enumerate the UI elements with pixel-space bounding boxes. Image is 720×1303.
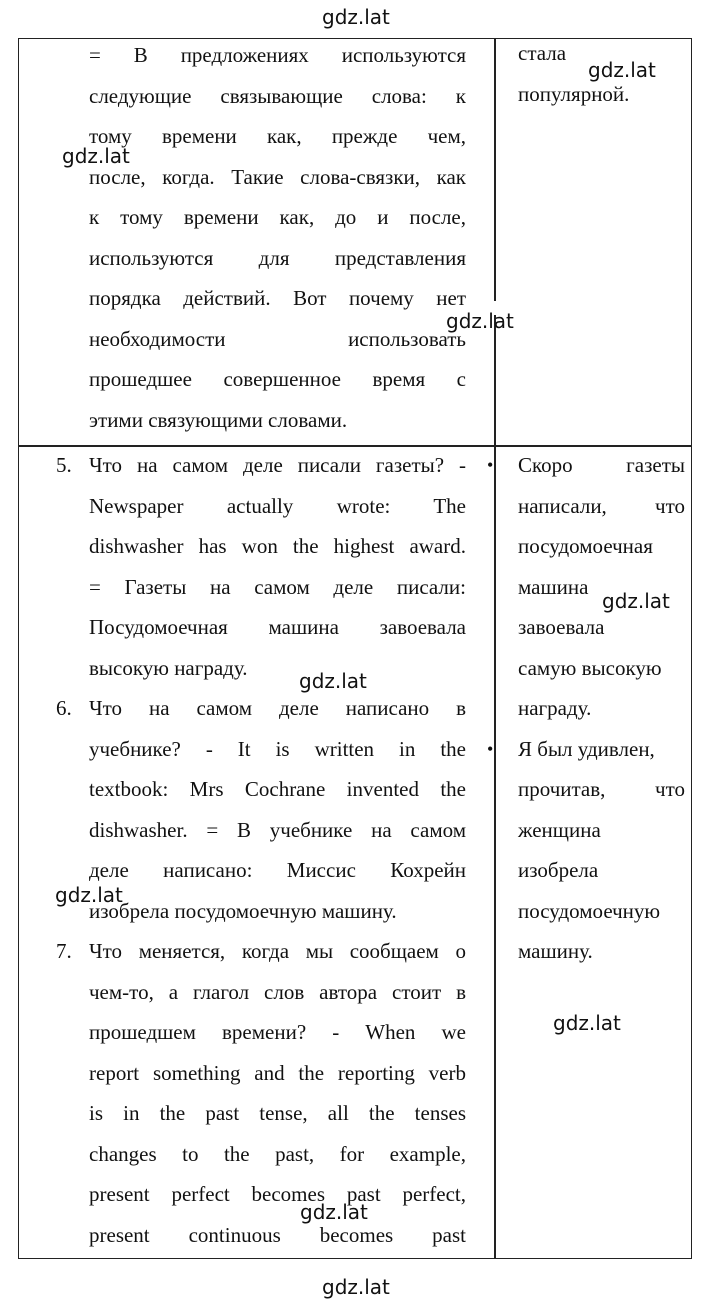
text-line: посудомоечная <box>518 534 653 558</box>
text-line: is in the past tense, all the tenses <box>89 1101 466 1125</box>
list-item-6 <box>56 688 466 931</box>
text-line: самую высокую <box>518 655 662 680</box>
text-line: Что на самом деле написано в <box>89 696 466 720</box>
bullet-list <box>487 445 685 972</box>
watermark: gdz.lat <box>299 669 367 693</box>
numbered-list <box>56 445 466 1255</box>
top-left-cell <box>89 35 466 440</box>
text-line: Посудомоечная машина завоевала <box>89 615 466 639</box>
text-line: прочитав, что <box>518 777 685 801</box>
text-line: чем-то, а глагол слов автора стоит в <box>89 979 466 1004</box>
text-line: Я был удивлен, <box>518 736 655 761</box>
text-line: = В предложениях используются <box>89 43 466 67</box>
text-line: машина <box>518 574 589 599</box>
watermark-bottom: gdz.lat <box>322 1275 390 1299</box>
text-line: textbook: Mrs Cochrane invented the <box>89 777 466 801</box>
text-line: = Газеты на самом деле писали: <box>89 574 466 599</box>
list-item-7 <box>56 931 466 1255</box>
text-line: dishwasher has won the highest award. <box>89 534 466 558</box>
column-divider-top <box>494 39 496 301</box>
text-line: машину. <box>518 939 593 963</box>
text-line: изобрела <box>518 858 599 882</box>
answer-table <box>18 38 692 1259</box>
bullet-dot: • <box>487 738 494 759</box>
text-line: прошедшее совершенное время с <box>89 367 466 391</box>
item-number: 5. <box>56 453 72 477</box>
text-line: стала <box>518 41 567 65</box>
watermark: gdz.lat <box>446 309 514 333</box>
item-number: 7. <box>56 939 72 963</box>
text-line: Newspaper actually wrote: The <box>89 493 466 518</box>
watermark: gdz.lat <box>602 589 670 613</box>
watermark: gdz.lat <box>553 1011 621 1035</box>
watermark: gdz.lat <box>588 58 656 82</box>
text-line: present continuous becomes past <box>89 1222 466 1247</box>
item-number: 6. <box>56 696 72 720</box>
text-line: высокую награду. <box>89 655 248 680</box>
bullet-dot: • <box>487 455 494 475</box>
text-line: report something and the reporting verb <box>89 1060 466 1085</box>
text-line: present perfect becomes past perfect, <box>89 1182 466 1206</box>
text-line: Скоро газеты <box>518 453 685 477</box>
text-line: после, когда. Такие слова-связки, как <box>89 164 466 189</box>
text-line: тому времени как, прежде чем, <box>89 124 466 148</box>
text-line: этими связующими словами. <box>89 407 348 432</box>
text-line: следующие связывающие слова: к <box>89 83 466 108</box>
text-line: учебнике? - It is written in the <box>89 736 466 761</box>
watermark: gdz.lat <box>62 144 130 168</box>
watermark-top: gdz.lat <box>322 5 390 29</box>
text-line: к тому времени как, до и после, <box>89 205 466 229</box>
bullet-item <box>487 445 685 729</box>
text-line: используются для представления <box>89 245 466 270</box>
list-item-5 <box>56 445 466 688</box>
text-line: завоевала <box>518 615 605 639</box>
watermark: gdz.lat <box>55 883 123 907</box>
text-line: написали, что <box>518 493 685 518</box>
text-line: награду. <box>518 696 592 720</box>
watermark: gdz.lat <box>300 1200 368 1224</box>
text-line: изобрела посудомоечную машину. <box>89 898 397 923</box>
text-line: dishwasher. = В учебнике на самом <box>89 817 466 842</box>
text-line: Что меняется, когда мы сообщаем о <box>89 939 466 963</box>
text-line: популярной. <box>518 81 630 106</box>
text-line: прошедшем времени? - When we <box>89 1020 466 1044</box>
bullet-item <box>487 729 685 972</box>
text-line: порядка действий. Вот почему нет <box>89 286 466 310</box>
text-line: посудомоечную <box>518 898 661 923</box>
text-line: деле написано: Миссис Кохрейн <box>89 858 466 882</box>
text-line: женщина <box>518 817 601 842</box>
text-line: Что на самом деле писали газеты? - <box>89 453 466 477</box>
text-line: changes to the past, for example, <box>89 1141 466 1166</box>
text-line: необходимости использовать <box>89 326 466 351</box>
column-divider-bottom <box>494 315 496 1258</box>
